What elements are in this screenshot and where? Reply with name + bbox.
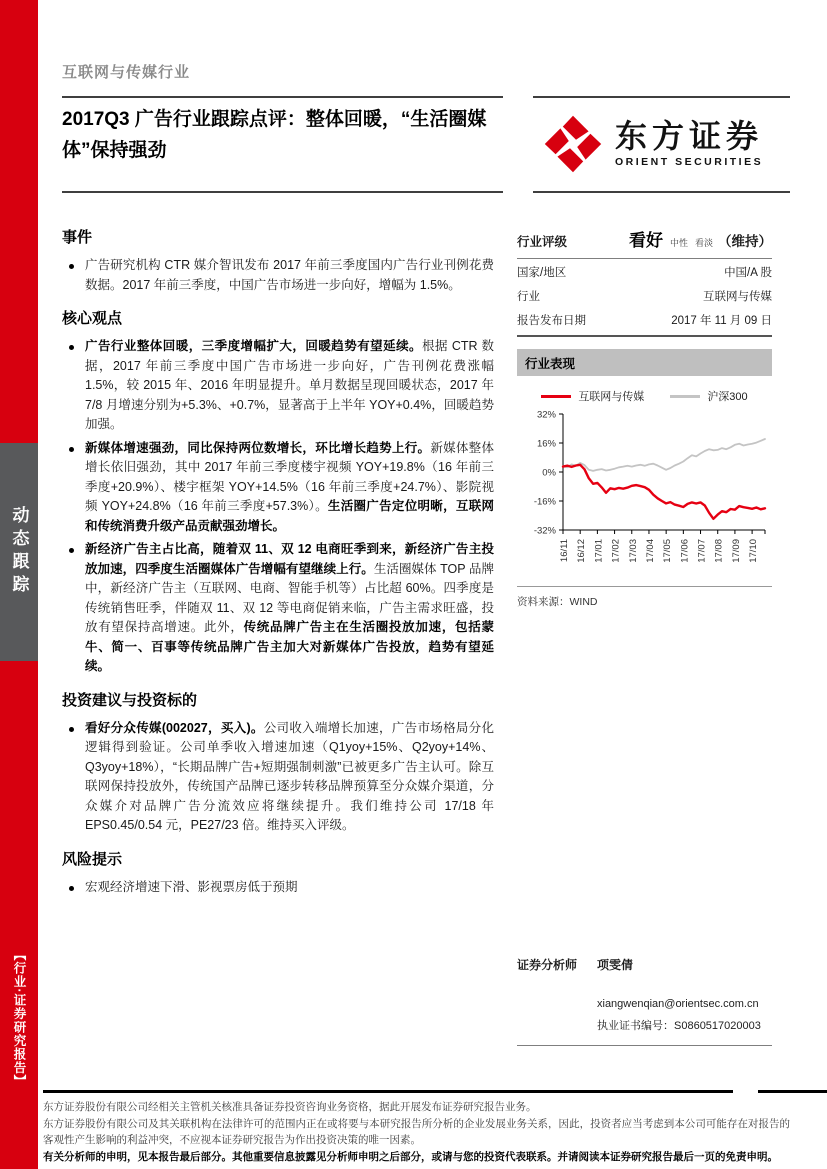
bullet-text: 广告行业整体回暖，三季度增幅扩大，回暖趋势有望延续。根据 CTR 数据，2017 年前三季度中国广告市场进一步向好，广告刊例花费涨幅 1.5%，较 2015 年、2016 年明显提升。单月数据呈现回暖状态，2017 年 7/8 月增速分别为+5.3%、+0.7%，显著高于上半年 YOY+0.4%，回暖趋势加强。 xyxy=(85,339,494,431)
svg-text:17/06: 17/06 xyxy=(679,539,691,563)
report-category-vertical-label: 【行业·证券研究报告】 xyxy=(12,948,26,1089)
logo-name-en: ORIENT SECURITIES xyxy=(615,156,764,169)
info-row-label: 国家/地区 xyxy=(517,267,567,279)
bullet-text: 看好分众传媒(002027，买入)。公司收入端增长加速，广告市场格局分化逻辑得到验证。公司单季收入增速加速（Q1yoy+15%、Q2yoy+14%、Q3yoy+18%），“长期品牌广告+短期强制刺激”已被更多广告主认可。除互联网保持投放外，传统国产品牌已逐步转移品牌预算至分众媒介渠道，分众媒介对品牌广告分流效应将继续提升。我们维持公司 17/18 年 EPS0.45/0.54 元，PE27/23 倍。维持买入评级。 xyxy=(85,720,494,832)
left-red-spine xyxy=(0,0,38,1169)
title-rule-left xyxy=(62,191,503,193)
info-row xyxy=(517,283,772,307)
analyst-name: 项雯倩 xyxy=(597,958,634,972)
svg-text:16/12: 16/12 xyxy=(576,539,588,563)
industry-rating-row xyxy=(517,226,772,259)
rating-label: 行业评级 xyxy=(517,235,568,249)
rating-option-bearish: 看淡 xyxy=(694,238,713,248)
svg-text:17/09: 17/09 xyxy=(730,539,742,563)
report-type-vertical-label: 动态跟踪 xyxy=(9,506,29,598)
footer-disclaimer-bold-line: 有关分析师的申明，见本报告最后部分。其他重要信息披露见分析师申明之后部分，或请与您的投资代表联系。并请阅读本证券研究报告最后一页的免责申明。 xyxy=(43,1150,778,1163)
bullet-text: 新经济广告主占比高，随着双 11、双 12 电商旺季到来，新经济广告主投放加速，四季度生活圈媒体广告增幅有望继续上行。生活圈媒体 TOP 品牌中，新经济广告主（互联网、电商、智能手机等）占比超 60%。四季度是传统销售旺季，伴随双 11、双 12 等电商促销来临，广告主需求旺盛，投放有望保持高增速。此外，传统品牌广告主在生活圈投放加速，包括蒙牛、简一、百事等传统品牌广告主加大对新媒体广告投放，趋势有望延续。 xyxy=(85,542,494,673)
svg-text:17/05: 17/05 xyxy=(662,539,674,563)
source-label: 资料来源： xyxy=(517,596,570,608)
section xyxy=(62,848,494,898)
footer-rule-left xyxy=(43,1090,733,1093)
source-value: WIND xyxy=(569,596,598,608)
bullet-dot-icon xyxy=(69,447,74,452)
industry-performance-chart xyxy=(517,406,772,583)
legend-label: 沪深300 xyxy=(707,391,748,403)
bullet-text: 新媒体增速强劲，同比保持两位数增长，环比增长趋势上行。新媒体整体增长依旧强劲，其中 2017 年前三季度楼宇视频 YOY+19.8%（16 年前三季度+20.9%）、楼宇框架 YOY+14.5%（16 年前三季度+24.7%）、影院视频 YOY+24.8%（16 年前三季度+57.3%）。生活圈广告定位明晰，互联网和传统消费升级产品贡献强劲增长。 xyxy=(85,440,494,533)
analyst-email: xiangwenqian@orientsec.com.cn xyxy=(597,998,759,1010)
svg-text:17/02: 17/02 xyxy=(610,539,622,563)
section xyxy=(62,307,494,677)
rating-value: 看好 xyxy=(628,231,663,250)
legend-line-swatch xyxy=(541,395,571,398)
analyst-cert-number: S0860517020003 xyxy=(674,1020,761,1032)
chart-legend xyxy=(517,388,772,404)
bullet-item xyxy=(62,540,494,677)
svg-text:17/08: 17/08 xyxy=(713,539,725,563)
bullet-item xyxy=(62,878,494,898)
footer-disclaimer-line: 东方证券股份有限公司及其关联机构在法律许可的范围内正在或将要与本研究报告所分析的企业发展业务关系，因此，投资者应当考虑到本公司可能存在对报告的客观性产生影响的利益冲突，不应视本证券研究报告为作出投资决策的唯一因素。 xyxy=(43,1117,790,1146)
svg-text:17/01: 17/01 xyxy=(593,539,605,563)
report-body xyxy=(62,224,494,901)
section-heading: 事件 xyxy=(62,229,93,246)
info-row xyxy=(517,307,772,337)
svg-text:16%: 16% xyxy=(536,438,556,450)
info-row xyxy=(517,259,772,283)
info-table xyxy=(517,259,772,337)
analyst-cert-label: 执业证书编号： xyxy=(597,1020,674,1032)
bullet-item xyxy=(62,719,494,836)
rating-maintained: （维持） xyxy=(718,234,772,249)
svg-text:-16%: -16% xyxy=(533,496,556,508)
industry-tag: 互联网与传媒行业 xyxy=(62,64,191,81)
title-rule-right xyxy=(533,191,790,193)
orient-securities-logo xyxy=(543,114,790,174)
svg-text:17/07: 17/07 xyxy=(696,539,708,563)
bullet-item xyxy=(62,439,494,537)
svg-text:17/03: 17/03 xyxy=(627,539,639,563)
section xyxy=(62,226,494,295)
right-info-column xyxy=(517,226,772,609)
analyst-block xyxy=(517,956,772,1046)
info-row-value: 互联网与传媒 xyxy=(703,291,772,303)
svg-text:-32%: -32% xyxy=(533,525,556,537)
svg-text:32%: 32% xyxy=(536,409,556,421)
section-heading: 风险提示 xyxy=(62,850,123,868)
legend-label: 互联网与传媒 xyxy=(578,391,645,403)
info-row-label: 报告发布日期 xyxy=(517,315,586,327)
legend-item xyxy=(541,388,644,404)
report-category-block xyxy=(0,948,38,1118)
footer-disclaimer-line: 东方证券股份有限公司经相关主管机关核准具备证券投资咨询业务资格，据此开展发布证券研究报告业务。 xyxy=(43,1101,537,1113)
legend-line-swatch xyxy=(670,395,700,398)
svg-text:0%: 0% xyxy=(542,467,556,479)
source-line xyxy=(517,586,772,609)
header-rule-right xyxy=(533,96,790,98)
rating-option-neutral: 中性 xyxy=(669,238,688,248)
bullet-dot-icon xyxy=(69,264,74,269)
bullet-dot-icon xyxy=(69,345,74,350)
bullet-dot-icon xyxy=(69,727,74,732)
logo-name-cn: 东方证券 xyxy=(615,117,764,154)
svg-text:17/04: 17/04 xyxy=(644,539,656,563)
bullet-text: 宏观经济增速下滑、影视票房低于预期 xyxy=(85,879,298,894)
svg-text:17/10: 17/10 xyxy=(748,539,760,563)
header-rule-left xyxy=(62,96,503,98)
industry-performance-header: 行业表现 xyxy=(517,349,772,376)
footer-disclaimer xyxy=(43,1099,790,1165)
performance-line-chart-svg xyxy=(517,406,772,578)
orient-logo-pinwheel-icon xyxy=(543,114,603,174)
bullet-item xyxy=(62,337,494,435)
legend-item xyxy=(670,388,747,404)
page-title: 2017Q3 广告行业跟踪点评：整体回暖，“生活圈媒体”保持强劲 xyxy=(62,109,487,161)
info-row-label: 行业 xyxy=(517,291,540,303)
report-type-block xyxy=(0,443,38,661)
section-heading: 核心观点 xyxy=(62,310,123,327)
bullet-dot-icon xyxy=(69,548,74,553)
section xyxy=(62,689,494,836)
analyst-label: 证券分析师 xyxy=(517,958,578,972)
section-heading: 投资建议与投资标的 xyxy=(62,691,198,709)
bullet-item xyxy=(62,256,494,295)
bullet-text: 广告研究机构 CTR 媒介智讯发布 2017 年前三季度国内广告行业刊例花费数据。2017 年前三季度，中国广告市场进一步向好，增幅为 1.5%。 xyxy=(85,258,494,292)
bullet-dot-icon xyxy=(69,886,74,891)
svg-text:16/11: 16/11 xyxy=(559,539,570,563)
info-row-value: 中国/A 股 xyxy=(724,267,772,279)
info-row-value: 2017 年 11 月 09 日 xyxy=(671,315,772,327)
footer-rule-right xyxy=(758,1090,827,1093)
